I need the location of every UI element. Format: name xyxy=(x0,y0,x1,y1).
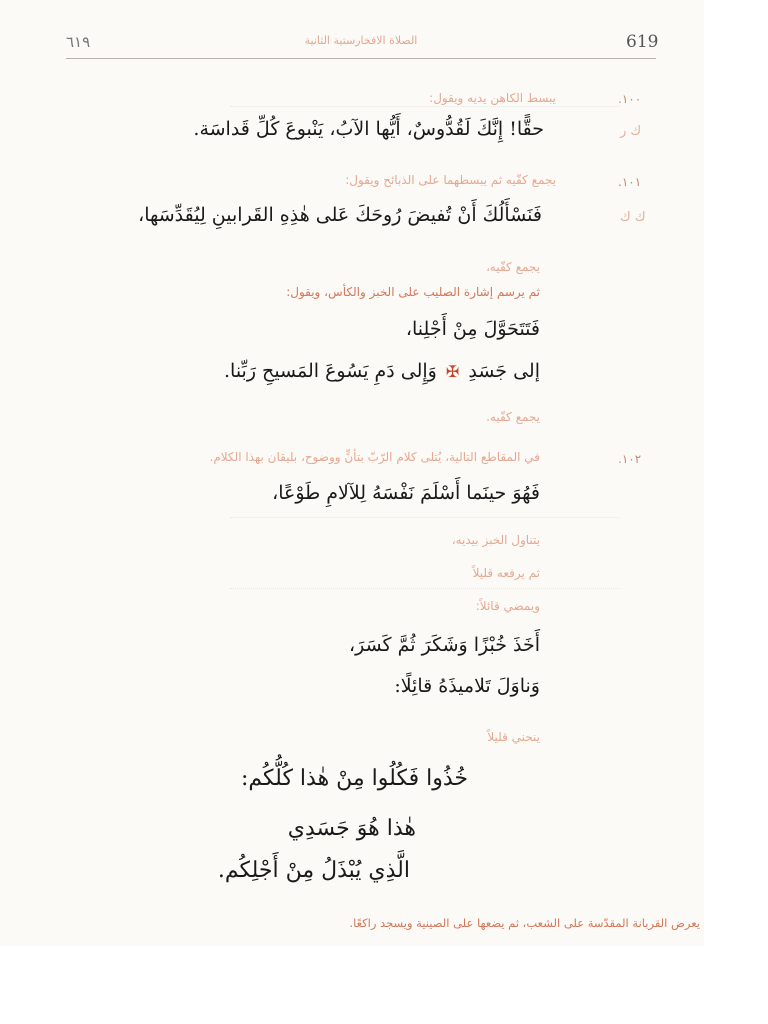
rubric-final: يعرض القربانة المقدّسة على الشعب، ثم يضعها على الصينية ويسجد راكعًا. xyxy=(349,916,700,930)
speaker-tag: ك ر xyxy=(620,124,642,139)
prayer-line: فَهُوَ حينَما أَسْلَمَ نَفْسَهُ لِلآلامِ طَوْعًا، xyxy=(272,482,540,504)
prayer-fragment: إلى جَسَدِ xyxy=(468,360,540,382)
prayer-line: حقًّا! إِنَّكَ لَقُدُّوسٌ، أَيُّها الآبُ، يَنْبوعَ كُلِّ قَداسَة. xyxy=(193,118,544,140)
bleed-through xyxy=(230,588,620,590)
bleed-through xyxy=(230,106,620,108)
prayer-line: أَخَذَ خُبْزًا وَشَكَرَ ثُمَّ كَسَرَ، xyxy=(348,634,540,656)
section-number: ١٠٠. xyxy=(618,92,642,106)
rubric: في المقاطع التالية، يُتلى كلام الرّبّ بتأنٍّ ووضوح، بليقان بهذا الكلام. xyxy=(209,450,540,464)
consecration-line: هٰذا هُوَ جَسَدِي xyxy=(287,816,416,841)
section-number: ١٠١. xyxy=(618,175,642,189)
rubric-raises: ثم يرفعه قليلاً xyxy=(472,566,540,580)
page-number-arabic: ٦١٩ xyxy=(66,33,91,51)
rubric-continues: ويمضي قائلاً: xyxy=(475,599,540,613)
page-number: 619 xyxy=(626,32,659,52)
rubric-bows: ينحني قليلاً xyxy=(487,730,540,744)
speaker-tag: ك ك xyxy=(620,210,646,225)
section-number: ١٠٢. xyxy=(618,452,642,466)
running-title: الصلاة الافخارستية الثانية xyxy=(304,34,418,47)
rubric-sign-cross: ثم يرسم إشارة الصليب على الخبز والكأس، ويقول: xyxy=(286,285,540,299)
consecration-line: الَّذِي يُبْذَلُ مِنْ أَجْلِكُم. xyxy=(217,858,410,883)
cross-icon: ✠ xyxy=(445,362,460,381)
prayer-line: وَناوَلَ تَلاميذَهُ قائِلًا: xyxy=(394,675,540,697)
prayer-fragment: وَإِلى دَمِ يَسُوعَ المَسيحِ رَبِّنا. xyxy=(223,360,437,382)
rubric-takes-bread: يتناول الخبز بيديه، xyxy=(451,533,540,547)
page-header xyxy=(66,28,659,59)
prayer-line-with-cross xyxy=(224,360,540,382)
rubric: يجمع كفّيه ثم يبسطهما على الذبائح ويقول: xyxy=(345,173,556,187)
prayer-line: فَنَسْأَلُكَ أَنْ تُفيضَ رُوحَكَ عَلى هٰذِهِ القَرابينِ لِيُقَدِّسَها، xyxy=(138,204,542,226)
rubric-join-hands: يجمع كفّيه. xyxy=(486,410,540,424)
rubric-join-hands: يجمع كفّيه، xyxy=(486,260,540,274)
consecration-line: خُذُوا فَكُلُوا مِنْ هٰذا كُلُّكُم: xyxy=(240,766,468,791)
rubric: يبسط الكاهن يديه ويقول: xyxy=(429,91,556,105)
bleed-through xyxy=(230,517,620,519)
prayer-line: فَتَتَحَوَّلَ مِنْ أَجْلِنا، xyxy=(405,318,540,340)
